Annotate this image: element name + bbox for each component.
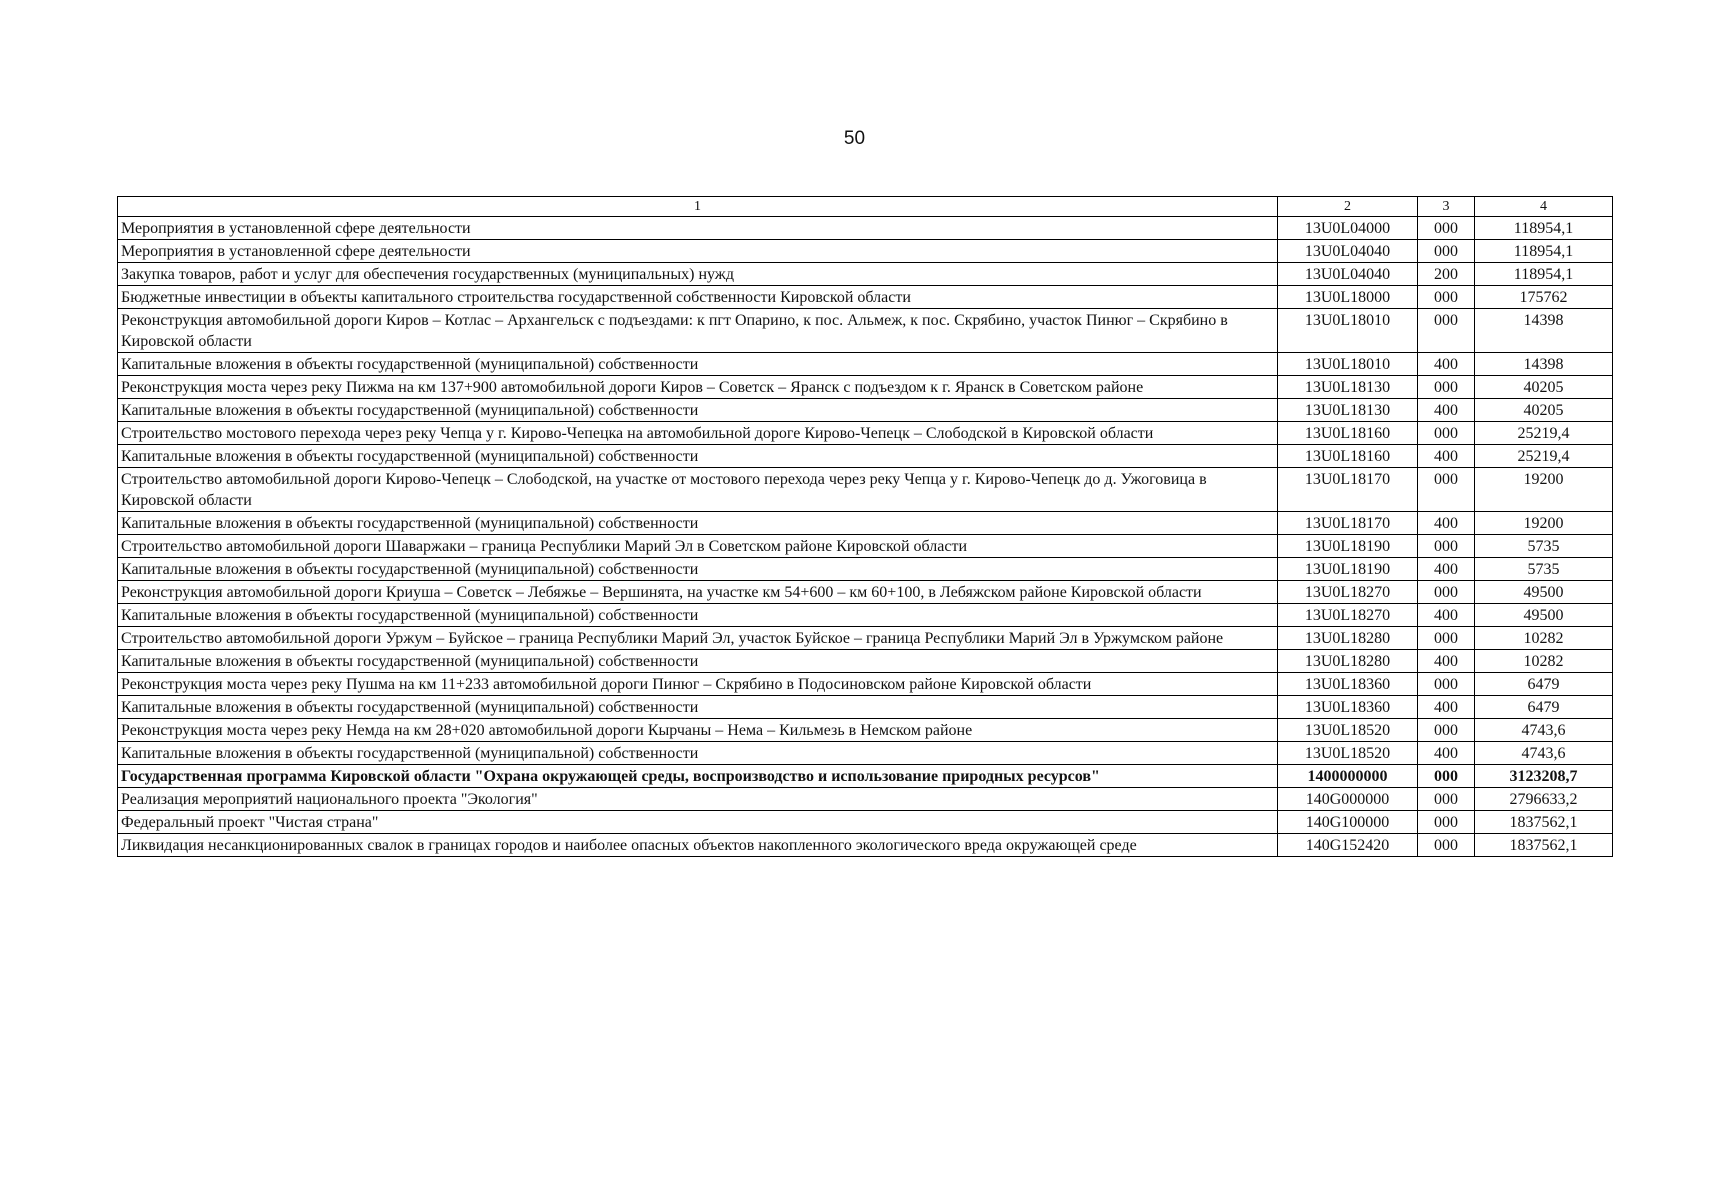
- table-row: [118, 376, 1613, 399]
- cell-name: Строительство автомобильной дороги Кирово-Чепецк – Слободской, на участке от мостового перехода через реку Чепца у г. Кирово-Чепецк до д. Ужоговица в Кировской области: [118, 468, 1278, 512]
- table-row: [118, 696, 1613, 719]
- cell-code: 13U0L04040: [1278, 263, 1418, 286]
- table-row: [118, 263, 1613, 286]
- cell-type: 000: [1418, 719, 1475, 742]
- column-header-code: 2: [1278, 197, 1418, 217]
- cell-code: 13U0L18130: [1278, 399, 1418, 422]
- cell-type: 000: [1418, 811, 1475, 834]
- table-row: [118, 558, 1613, 581]
- cell-name: Реконструкция моста через реку Пижма на км 137+900 автомобильной дороги Киров – Советск – Яранск с подъездом к г. Яранск в Советском районе: [118, 376, 1278, 399]
- cell-name: Мероприятия в установленной сфере деятельности: [118, 217, 1278, 240]
- cell-name: Государственная программа Кировской области "Охрана окружающей среды, воспроизводство и использование природных ресурсов": [118, 765, 1278, 788]
- cell-name: Капитальные вложения в объекты государственной (муниципальной) собственности: [118, 399, 1278, 422]
- cell-code: 13U0L04040: [1278, 240, 1418, 263]
- cell-code: 13U0L18280: [1278, 627, 1418, 650]
- cell-name: Капитальные вложения в объекты государственной (муниципальной) собственности: [118, 604, 1278, 627]
- cell-sum: 5735: [1475, 535, 1613, 558]
- cell-type: 000: [1418, 217, 1475, 240]
- cell-code: 13U0L18360: [1278, 696, 1418, 719]
- table-row: [118, 650, 1613, 673]
- cell-code: 13U0L18160: [1278, 445, 1418, 468]
- table-row: [118, 742, 1613, 765]
- cell-code: 13U0L18130: [1278, 376, 1418, 399]
- cell-sum: 2796633,2: [1475, 788, 1613, 811]
- cell-code: 13U0L04000: [1278, 217, 1418, 240]
- table-row: [118, 788, 1613, 811]
- cell-sum: 49500: [1475, 604, 1613, 627]
- cell-name: Строительство автомобильной дороги Шаваржаки – граница Республики Марий Эл в Советском районе Кировской области: [118, 535, 1278, 558]
- cell-name: Строительство мостового перехода через реку Чепца у г. Кирово-Чепецка на автомобильной дороге Кирово-Чепецк – Слободской в Кировской области: [118, 422, 1278, 445]
- cell-type: 000: [1418, 673, 1475, 696]
- cell-name: Капитальные вложения в объекты государственной (муниципальной) собственности: [118, 650, 1278, 673]
- cell-sum: 25219,4: [1475, 422, 1613, 445]
- column-header-type: 3: [1418, 197, 1475, 217]
- cell-sum: 49500: [1475, 581, 1613, 604]
- cell-type: 200: [1418, 263, 1475, 286]
- cell-name: Капитальные вложения в объекты государственной (муниципальной) собственности: [118, 742, 1278, 765]
- table-row: [118, 286, 1613, 309]
- cell-type: 400: [1418, 742, 1475, 765]
- cell-sum: 118954,1: [1475, 263, 1613, 286]
- cell-code: 13U0L18010: [1278, 353, 1418, 376]
- table-row: [118, 834, 1613, 857]
- cell-code: 13U0L18010: [1278, 309, 1418, 353]
- table-row: [118, 309, 1613, 353]
- cell-type: 000: [1418, 422, 1475, 445]
- cell-type: 400: [1418, 558, 1475, 581]
- cell-type: 000: [1418, 309, 1475, 353]
- column-header-sum: 4: [1475, 197, 1613, 217]
- cell-sum: 118954,1: [1475, 240, 1613, 263]
- table-row: [118, 512, 1613, 535]
- cell-sum: 6479: [1475, 696, 1613, 719]
- cell-code: 13U0L18190: [1278, 535, 1418, 558]
- cell-type: 000: [1418, 468, 1475, 512]
- cell-type: 400: [1418, 604, 1475, 627]
- cell-name: Капитальные вложения в объекты государственной (муниципальной) собственности: [118, 558, 1278, 581]
- cell-code: 13U0L18280: [1278, 650, 1418, 673]
- cell-sum: 14398: [1475, 309, 1613, 353]
- cell-sum: 118954,1: [1475, 217, 1613, 240]
- cell-code: 13U0L18000: [1278, 286, 1418, 309]
- cell-name: Федеральный проект "Чистая страна": [118, 811, 1278, 834]
- cell-sum: 14398: [1475, 353, 1613, 376]
- cell-sum: 5735: [1475, 558, 1613, 581]
- table-row: [118, 627, 1613, 650]
- cell-code: 140G000000: [1278, 788, 1418, 811]
- table-row: [118, 353, 1613, 376]
- cell-sum: 40205: [1475, 376, 1613, 399]
- table-row: [118, 240, 1613, 263]
- cell-code: 13U0L18170: [1278, 468, 1418, 512]
- table-row: [118, 468, 1613, 512]
- table-row: [118, 673, 1613, 696]
- cell-code: 13U0L18160: [1278, 422, 1418, 445]
- cell-type: 400: [1418, 696, 1475, 719]
- cell-sum: 1837562,1: [1475, 811, 1613, 834]
- cell-name: Капитальные вложения в объекты государственной (муниципальной) собственности: [118, 445, 1278, 468]
- cell-type: 000: [1418, 834, 1475, 857]
- cell-code: 1400000000: [1278, 765, 1418, 788]
- cell-name: Капитальные вложения в объекты государственной (муниципальной) собственности: [118, 512, 1278, 535]
- cell-name: Мероприятия в установленной сфере деятельности: [118, 240, 1278, 263]
- cell-code: 13U0L18170: [1278, 512, 1418, 535]
- cell-sum: 175762: [1475, 286, 1613, 309]
- cell-code: 13U0L18520: [1278, 742, 1418, 765]
- cell-sum: 4743,6: [1475, 719, 1613, 742]
- table-row: [118, 719, 1613, 742]
- table-row: [118, 422, 1613, 445]
- table-row: [118, 217, 1613, 240]
- table-row: [118, 811, 1613, 834]
- cell-name: Строительство автомобильной дороги Уржум – Буйское – граница Республики Марий Эл, участок Буйское – граница Республики Марий Эл в Уржумском районе: [118, 627, 1278, 650]
- cell-sum: 4743,6: [1475, 742, 1613, 765]
- cell-sum: 10282: [1475, 627, 1613, 650]
- cell-name: Закупка товаров, работ и услуг для обеспечения государственных (муниципальных) нужд: [118, 263, 1278, 286]
- cell-type: 000: [1418, 581, 1475, 604]
- cell-code: 140G100000: [1278, 811, 1418, 834]
- cell-code: 13U0L18190: [1278, 558, 1418, 581]
- cell-name: Капитальные вложения в объекты государственной (муниципальной) собственности: [118, 353, 1278, 376]
- cell-type: 400: [1418, 512, 1475, 535]
- cell-code: 13U0L18270: [1278, 604, 1418, 627]
- cell-sum: 1837562,1: [1475, 834, 1613, 857]
- cell-name: Реконструкция автомобильной дороги Криуша – Советск – Лебяжье – Вершинята, на участке км 54+600 – км 60+100, в Лебяжском районе Кировской области: [118, 581, 1278, 604]
- cell-type: 000: [1418, 765, 1475, 788]
- cell-name: Бюджетные инвестиции в объекты капитального строительства государственной собственности Кировской области: [118, 286, 1278, 309]
- column-header-name: 1: [118, 197, 1278, 217]
- cell-type: 400: [1418, 353, 1475, 376]
- cell-sum: 6479: [1475, 673, 1613, 696]
- budget-table: [117, 196, 1613, 857]
- table-row: [118, 445, 1613, 468]
- cell-type: 000: [1418, 535, 1475, 558]
- cell-name: Ликвидация несанкционированных свалок в границах городов и наиболее опасных объектов накопленного экологического вреда окружающей среде: [118, 834, 1278, 857]
- cell-name: Реконструкция моста через реку Немда на км 28+020 автомобильной дороги Кырчаны – Нема – Кильмезь в Немском районе: [118, 719, 1278, 742]
- cell-sum: 3123208,7: [1475, 765, 1613, 788]
- cell-type: 000: [1418, 627, 1475, 650]
- cell-type: 400: [1418, 445, 1475, 468]
- cell-type: 000: [1418, 788, 1475, 811]
- cell-type: 000: [1418, 240, 1475, 263]
- cell-sum: 10282: [1475, 650, 1613, 673]
- page-number: 50: [843, 128, 866, 149]
- cell-type: 000: [1418, 286, 1475, 309]
- cell-type: 400: [1418, 650, 1475, 673]
- table-row: [118, 765, 1613, 788]
- table-row: [118, 604, 1613, 627]
- cell-code: 13U0L18520: [1278, 719, 1418, 742]
- cell-sum: 40205: [1475, 399, 1613, 422]
- table-body: [118, 217, 1613, 857]
- cell-name: Капитальные вложения в объекты государственной (муниципальной) собственности: [118, 696, 1278, 719]
- cell-code: 13U0L18270: [1278, 581, 1418, 604]
- table-row: [118, 581, 1613, 604]
- cell-name: Реализация мероприятий национального проекта "Экология": [118, 788, 1278, 811]
- table-row: [118, 399, 1613, 422]
- cell-code: 13U0L18360: [1278, 673, 1418, 696]
- cell-sum: 25219,4: [1475, 445, 1613, 468]
- table-header-row: [118, 197, 1613, 217]
- cell-type: 400: [1418, 399, 1475, 422]
- cell-name: Реконструкция автомобильной дороги Киров – Котлас – Архангельск с подъездами: к пгт Опарино, к пос. Альмеж, к пос. Скрябино, участок Пинюг – Скрябино в Кировской области: [118, 309, 1278, 353]
- cell-type: 000: [1418, 376, 1475, 399]
- cell-code: 140G152420: [1278, 834, 1418, 857]
- cell-name: Реконструкция моста через реку Пушма на км 11+233 автомобильной дороги Пинюг – Скрябино в Подосиновском районе Кировской области: [118, 673, 1278, 696]
- table-row: [118, 535, 1613, 558]
- cell-sum: 19200: [1475, 468, 1613, 512]
- cell-sum: 19200: [1475, 512, 1613, 535]
